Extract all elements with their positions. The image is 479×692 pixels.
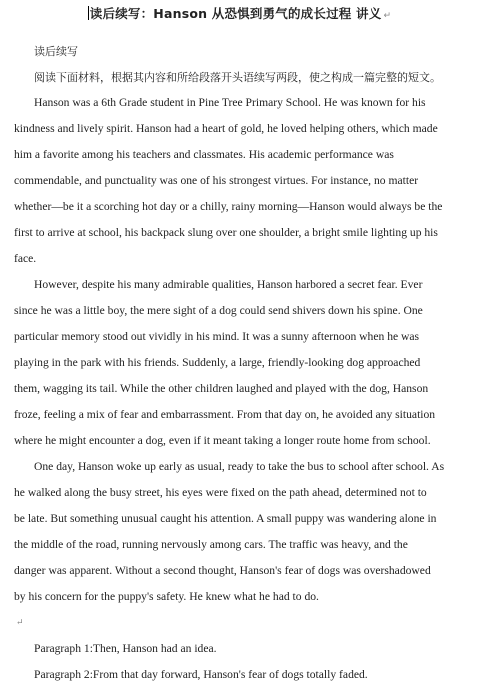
body-line-9: since he was a little boy, the mere sight of a dog could send shivers down his spine. One <box>14 304 423 317</box>
paragraph-1-prompt: Paragraph 1:Then, Hanson had an idea. <box>34 642 217 655</box>
body-line-13: froze, feeling a mix of fear and embarrassment. From that day on, he avoided any situation <box>14 408 436 421</box>
text-cursor <box>88 6 89 20</box>
body-line-15: One day, Hanson woke up early as usual, ready to take the bus to school after school. As <box>34 460 445 473</box>
body-line-5: whether—be it a scorching hot day or a chilly, rainy morning—Hanson would always be the <box>14 200 443 213</box>
paragraph-mark-icon: ↵ <box>383 11 392 21</box>
body-line-8: However, despite his many admirable qualities, Hanson harbored a secret fear. Ever <box>34 278 423 291</box>
body-line-3: him a favorite among his teachers and classmates. His academic performance was <box>14 148 394 161</box>
section-label: 读后续写 <box>34 45 78 58</box>
body-line-4: commendable, and punctuality was one of his strongest virtues. For instance, no matter <box>14 174 419 187</box>
body-line-20: by his concern for the puppy's safety. He knew what he had to do. <box>14 590 319 603</box>
body-line-18: the middle of the road, running nervously among cars. The traffic was heavy, and the <box>14 538 408 551</box>
body-line-7: face. <box>14 252 37 265</box>
instruction-text: 阅读下面材料，根据其内容和所给段落开头语续写两段，使之构成一篇完整的短文。 <box>34 71 441 84</box>
body-line-1: Hanson was a 6th Grade student in Pine Tree Primary School. He was known for his <box>34 96 426 109</box>
body-line-14: where he might encounter a dog, even if it meant taking a longer route home from school. <box>14 434 431 447</box>
body-line-16: he walked along the busy street, his eyes were fixed on the path ahead, determined not to <box>14 486 427 499</box>
body-line-19: danger was apparent. Without a second thought, Hanson's fear of dogs was overshadowed <box>14 564 431 577</box>
body-line-6: first to arrive at school, his backpack slung over one shoulder, a bright smile lighting up his <box>14 226 438 239</box>
paragraph-2-prompt: Paragraph 2:From that day forward, Hanson's fear of dogs totally faded. <box>34 668 368 681</box>
body-line-17: be late. But something unusual caught his attention. A small puppy was wandering alone in <box>14 512 437 525</box>
body-line-10: particular memory stood out vividly in his mind. It was a sunny afternoon when he was <box>14 330 420 343</box>
body-line-11: playing in the park with his friends. Suddenly, a large, friendly-looking dog approached <box>14 356 421 369</box>
document-title: 读后续写：Hanson 从恐惧到勇气的成长过程 讲义 ↵ <box>89 6 392 21</box>
empty-paragraph-mark-icon: ↵ <box>16 617 24 627</box>
body-line-2: kindness and lively spirit. Hanson had a heart of gold, he loved helping others, which made <box>14 122 438 135</box>
body-line-12: them, wagging its tail. While the other children laughed and played with the dog, Hanson <box>14 382 429 395</box>
